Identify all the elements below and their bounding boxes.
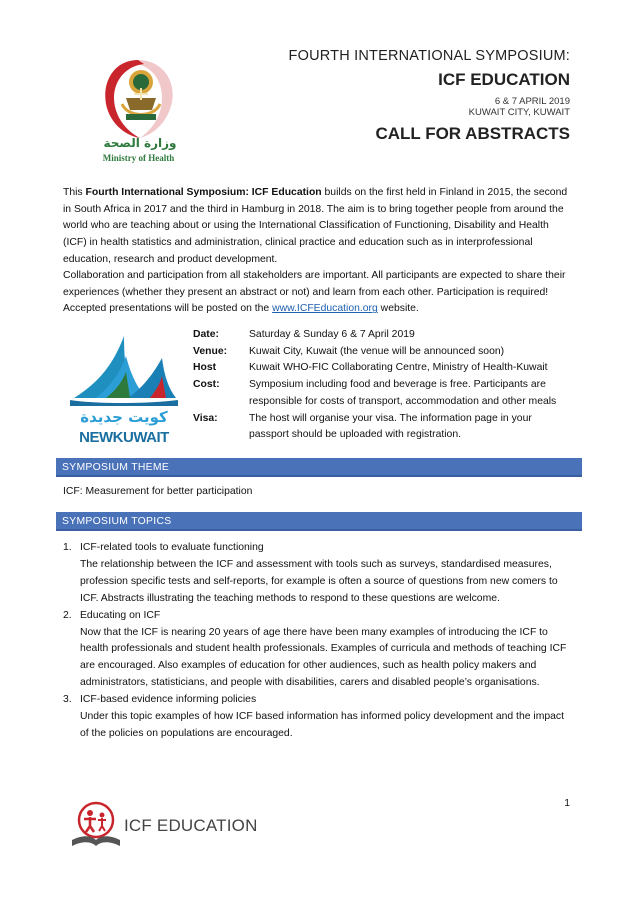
symposium-theme-text: ICF: Measurement for better participation [63, 486, 253, 497]
list-item [63, 608, 573, 693]
moh-english-name: Ministry of Health [102, 153, 175, 163]
ministry-of-health-logo [96, 52, 181, 164]
intro-paragraph-2 [63, 268, 573, 318]
list-item [63, 540, 573, 608]
info-value: Symposium including food and beverage is free. Participants are responsible for costs of transport, accommodation and other meals [249, 379, 557, 407]
list-item-body: Now that the ICF is nearing 20 years of age there have been many examples of introducing the ICF to health professionals and student health professionals. Examples of curricula and methods of teaching ICF are encouraged. Also examples of education for other audiences, such as health policy makers and administrators, statisticians, and people with disabilities, carers and disabled people’s organisations. [80, 626, 567, 689]
icf-people-book-icon [66, 800, 126, 852]
info-value: Kuwait WHO-FIC Collaborating Centre, Ministry of Health-Kuwait [249, 362, 548, 374]
newkuwait-english: NEWKUWAIT [79, 429, 169, 446]
intro-p1-post: builds on the first held in Finland in 2015, the second in South Africa in 2017 and the third in Hamburg in 2018. The aim is to bring together people from around the world who are teaching about or using the International Classification of Functioning, Disability and Health (ICF) in health statistics and administration, clinical practice and education such as in interprofessional education, research and product development. [63, 187, 568, 265]
topics-list [63, 540, 573, 743]
moh-arabic-name: وزارة الصحة [103, 136, 177, 150]
list-item [63, 692, 573, 743]
intro-paragraph-1 [63, 185, 573, 269]
info-label: Visa: [193, 412, 218, 424]
moh-emblem-icon [96, 52, 181, 142]
info-label: Date: [193, 329, 219, 340]
list-item-title: ICF-based evidence informing policies [80, 694, 257, 706]
info-row-cost [193, 377, 574, 410]
list-item-number: 2. [63, 609, 72, 621]
icf-education-link[interactable]: www.ICFEducation.org [272, 303, 378, 315]
intro-p2-pre: Collaboration and participation from all stakeholders are important. All participants are expected to share their experiences (whether they present an abstract or not) and learn from each other. Participation is required! Accepted presentations will be posted on the [63, 270, 566, 315]
info-row-host [193, 360, 574, 377]
info-value: The host will organise your visa. The information page in your passport should be uploaded with registration. [249, 412, 532, 441]
symposium-title-line: FOURTH INTERNATIONAL SYMPOSIUM: [288, 48, 570, 64]
info-row-date [193, 327, 574, 344]
symposium-theme-heading: SYMPOSIUM THEME [56, 458, 582, 477]
newkuwait-logo [66, 328, 182, 450]
icf-education-footer-text: ICF EDUCATION [124, 816, 258, 835]
list-item-number: 1. [63, 542, 72, 553]
info-label: Cost: [193, 379, 220, 391]
info-label: Host [193, 362, 217, 374]
page-number: 1 [564, 798, 570, 809]
list-item-title: ICF-related tools to evaluate functioning [80, 542, 264, 553]
intro-p1-bold: Fourth International Symposium: ICF Education [85, 187, 322, 198]
info-value: Kuwait City, Kuwait (the venue will be announced soon) [249, 345, 505, 357]
list-item-body: Under this topic examples of how ICF based information has informed policy development and the impact of the policies on populations are encouraged. [80, 711, 564, 739]
info-row-visa [193, 411, 574, 444]
symposium-topics-heading: SYMPOSIUM TOPICS [56, 512, 582, 531]
intro-p1-pre: This [63, 187, 86, 198]
event-location: KUWAIT CITY, KUWAIT [468, 107, 570, 118]
icf-education-footer-logo [66, 800, 276, 852]
info-value: Saturday & Sunday 6 & 7 April 2019 [249, 329, 415, 340]
list-item-title: Educating on ICF [80, 609, 161, 621]
call-for-abstracts-heading: CALL FOR ABSTRACTS [375, 124, 570, 143]
info-label: Venue: [193, 345, 228, 357]
event-title: ICF EDUCATION [438, 70, 570, 89]
newkuwait-sails-icon [66, 328, 182, 408]
event-date: 6 & 7 APRIL 2019 [494, 96, 570, 107]
list-item-body: The relationship between the ICF and assessment with tools such as surveys, standardised measures, profession specific tests and self-reports, for example is often a source of questions from new comers to ICF. Abstracts illustrating the teaching methods to respond to these questions are welcome. [80, 558, 558, 604]
intro-p2-post: website. [377, 303, 419, 315]
newkuwait-arabic: كويت جديدة [80, 408, 168, 426]
event-info-block [193, 327, 574, 444]
list-item-number: 3. [63, 694, 72, 706]
info-row-venue [193, 344, 574, 361]
